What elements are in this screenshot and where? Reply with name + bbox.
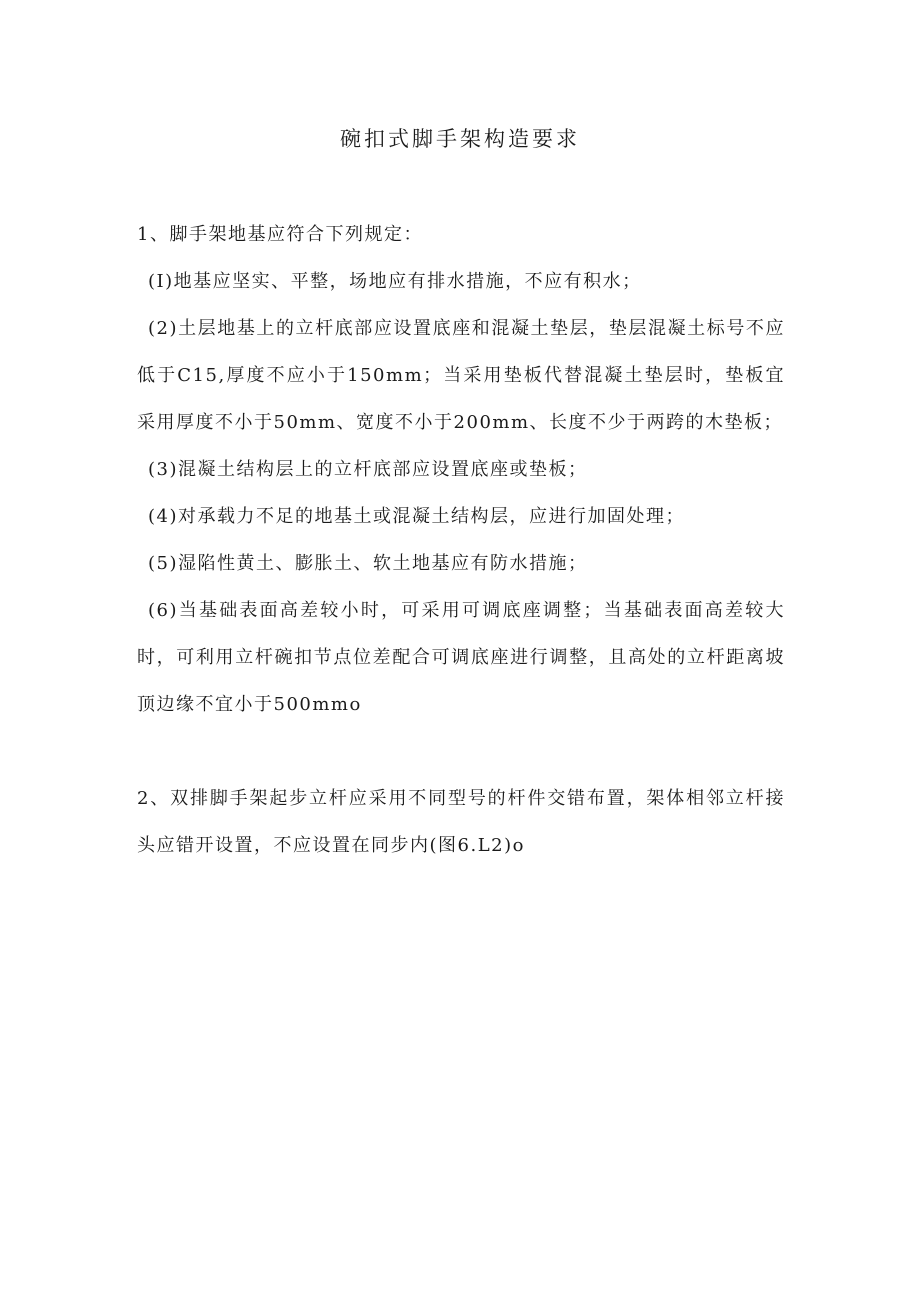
section-1-item-5: (5)湿陷性黄土、膨胀土、软土地基应有防水措施； bbox=[148, 553, 588, 574]
page-title: 碗扣式脚手架构造要求 bbox=[340, 127, 580, 151]
section-1-item-2: (2)土层地基上的立杆底部应设置底座和混凝土垫层，垫层混凝土标号不应低于C15,厚度不应小于150mm；当采用垫板代替混凝土垫层时，垫板宜采用厚度不小于50mm、宽度不小于200mm、长度不少于两跨的木垫板； bbox=[137, 318, 785, 433]
section-2-paragraph: 2、双排脚手架起步立杆应采用不同型号的杆件交错布置，架体相邻立杆接头应错开设置，不应设置在同步内(图6.L2)o bbox=[137, 788, 785, 856]
section-1-item-6: (6)当基础表面高差较小时，可采用可调底座调整；当基础表面高差较大时，可利用立杆碗扣节点位差配合可调底座进行调整，且高处的立杆距离坡顶边缘不宜小于500mmo bbox=[137, 600, 785, 715]
section-1-item-3: (3)混凝土结构层上的立杆底部应设置底座或垫板； bbox=[148, 459, 588, 480]
document-body bbox=[137, 211, 785, 869]
section-1-item-1: (I)地基应坚实、平整，场地应有排水措施，不应有积水； bbox=[148, 271, 642, 292]
section-1-item-4: (4)对承载力不足的地基土或混凝土结构层，应进行加固处理； bbox=[148, 506, 685, 527]
section-1-heading: 1、脚手架地基应符合下列规定： bbox=[137, 224, 423, 245]
